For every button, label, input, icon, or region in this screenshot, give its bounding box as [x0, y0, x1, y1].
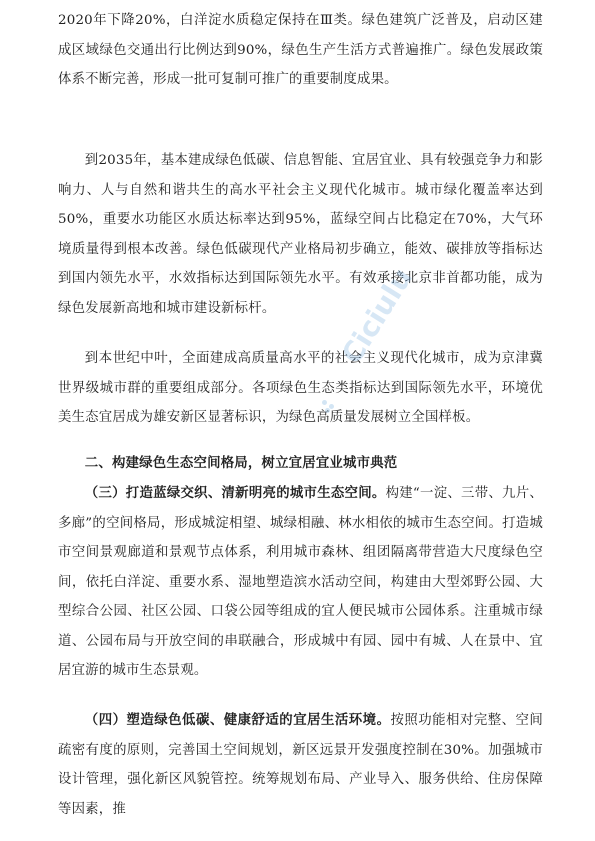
- section-heading: [58, 449, 543, 479]
- paragraph-ecological-space: [58, 479, 543, 686]
- paragraph-mid-century-goals: 到本世纪中叶，全面建成高质量高水平的社会主义现代化城市，成为京津冀世界级城市群的重要组成部分。各项绿色生态类指标达到国际领先水平，环境优美生态宜居成为雄安新区显著标识，为绿色高质量发展树立全国样板。: [58, 351, 543, 425]
- paragraph-2020-targets: 2020年下降20%，白洋淀水质稳定保持在Ⅲ类。绿色建筑广泛普及，启动区建成区域绿色交通出行比例达到90%，绿色生产生活方式普遍推广。绿色发展政策体系不断完善，形成一批可复制可推广的重要制度成果。: [58, 13, 543, 87]
- section-heading-text: 二、构建绿色生态空间格局，树立宜居宜业城市典范: [84, 455, 398, 471]
- subsection-four-title: （四）塑造绿色低碳、健康舒适的宜居生活环境。: [84, 712, 391, 728]
- subsection-three-body: 构建“一淀、三带、九片、多廊”的空间格局，形成城淀相望、城绿相融、林水相依的城市生态空间。打造城市空间景观廊道和景观节点体系，利用城市森林、组团隔离带营造大尺度绿色空间，依托白洋淀、重要水系、湿地塑造滨水活动空间，构建由大型郊野公园、大型综合公园、社区公园、口袋公园等组成的宜人便民城市公园体系。注重城市绿道、公园布局与开放空间的串联融合，形成城中有园、园中有城、人在景中、宜居宜游的城市生态景观。: [58, 486, 543, 678]
- watermark-logo-icon: [322, 400, 342, 414]
- paragraph-living-environment: [58, 706, 543, 824]
- subsection-three-title: （三）打造蓝绿交织、清新明亮的城市生态空间。: [84, 485, 386, 501]
- subsection-four-body: 按照功能相对完整、空间疏密有度的原则，完善国土空间规划，新区远景开发强度控制在30%。加强城市设计管理，强化新区风貌管控。统筹规划布局、产业导入、服务供给、住房保障等因素，推: [58, 713, 543, 817]
- paragraph-2035-goals: 到2035年，基本建成绿色低碳、信息智能、宜居宜业、具有较强竞争力和影响力、人与自然和谐共生的高水平社会主义现代化城市。城市绿化覆盖率达到50%，重要水功能区水质达标率达到95%，蓝绿空间占比稳定在70%，大气环境质量得到根本改善。绿色低碳现代产业格局初步确立，能效、碳排放等指标达到国内领先水平，水效指标达到国际领先水平。有效承接北京非首都功能，成为绿色发展新高地和城市建设新标杆。: [58, 153, 543, 316]
- watermark: Ciciulu: [335, 262, 420, 370]
